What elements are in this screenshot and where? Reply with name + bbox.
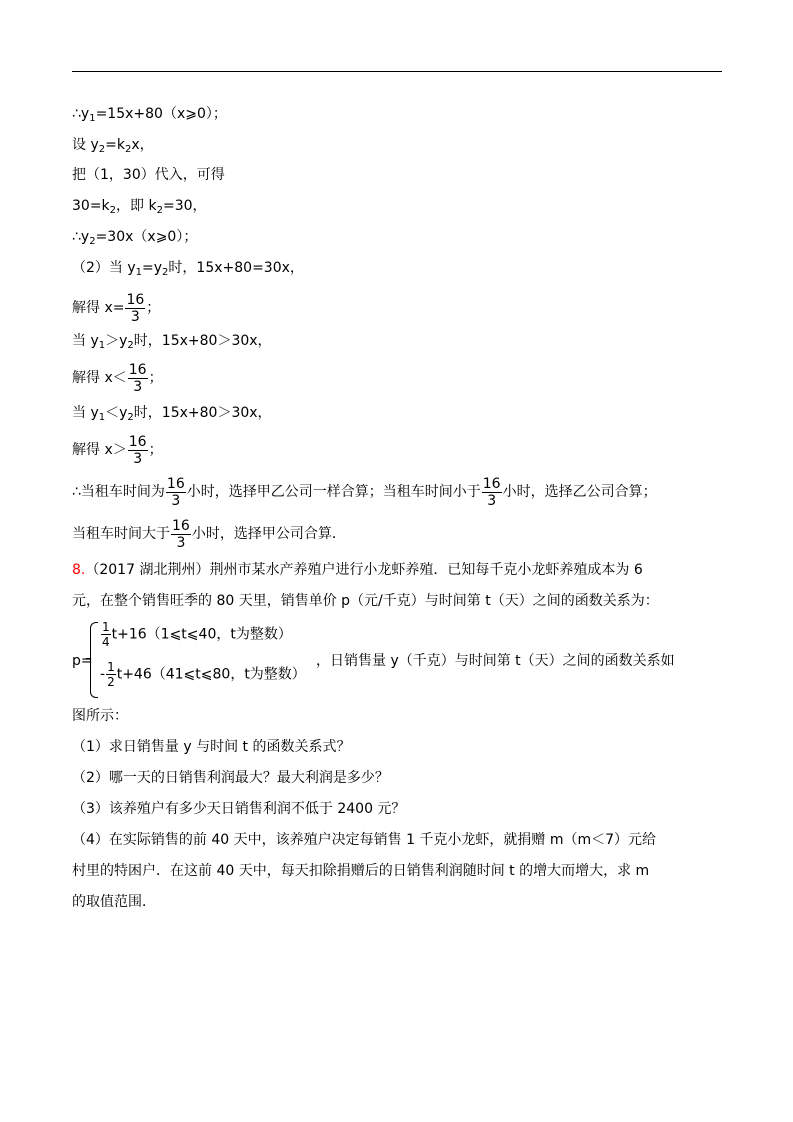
question-2: （2）哪一天的日销售利润最大？最大利润是多少？	[72, 770, 389, 786]
question-3: （3）该养殖户有多少天日销售利润不低于 2400 元？	[72, 801, 406, 817]
solution-line-8: 当 $y_1>y_2$时，15x+80＞30x，	[72, 333, 272, 351]
question-4-line-1: （4）在实际销售的前 40 天中，该养殖户决定每销售 1 千克小龙虾，就捐赠 m（m＜7）元给	[72, 832, 657, 848]
fraction-16-3: $\frac{16}{3}$	[166, 475, 185, 509]
solution-line-13: 当租车时间大于 $\frac{16}{3}$ 小时，选择甲公司合算．	[72, 517, 346, 551]
piecewise-case-1: $\frac{1}{4}$ t+16（1⩽t⩽40，t为整数）	[102, 620, 292, 649]
left-brace-notch	[86, 658, 91, 659]
header-rule	[72, 71, 722, 72]
fraction-16-3: $\frac{16}{3}$	[482, 475, 501, 509]
solution-line-9: 解得 x＜ $\frac{16}{3}$ ；	[72, 361, 163, 395]
problem-number: 8.	[72, 562, 86, 578]
solution-line-1: $\therefore y_1=15x+80(x⩾0)$；	[72, 106, 227, 124]
question-4-line-3: 的取值范围．	[72, 894, 156, 910]
fraction-16-3: $\frac{16}{3}$	[128, 433, 147, 467]
piecewise-case-2: - $\frac{1}{2}$ t+46（41⩽t⩽80，t为整数）	[100, 660, 306, 689]
solution-line-12: ∴当租车时间为 $\frac{16}{3}$ 小时，选择甲乙公司一样合算；当租车时间小于 $\frac{16}{3}$ 小时，选择乙公司合算；	[72, 475, 657, 509]
solution-line-11: 解得 x＞ $\frac{16}{3}$ ；	[72, 433, 163, 467]
question-4-line-2: 村里的特困户．在这前 40 天中，每天扣除捐赠后的日销售利润随时间 t 的增大而增大，求 m	[72, 863, 650, 879]
solution-line-10: 当 $y_1<y_2$时，15x+80＞30x，	[72, 405, 272, 423]
solution-line-3: 把（1，30）代入，可得	[72, 167, 225, 183]
solution-line-2: 设 $y_2=k_2x$，	[72, 137, 154, 155]
question-1: （1）求日销售量 y 与时间 t 的函数关系式？	[72, 739, 351, 755]
fraction-16-3: $\frac{16}{3}$	[126, 291, 145, 325]
problem-line-4: 图所示：	[72, 708, 128, 724]
solution-line-7: 解得 x= $\frac{16}{3}$ ；	[72, 291, 161, 325]
fraction-16-3: $\frac{16}{3}$	[172, 517, 190, 551]
solution-line-5: $\therefore y_2=30x(x⩾0)$；	[72, 229, 198, 247]
left-brace	[90, 622, 98, 698]
solution-line-6: （2）当 $y_1=y_2$时，15x+80=30x，	[72, 260, 304, 278]
fraction-16-3: $\frac{16}{3}$	[128, 361, 147, 395]
solution-line-4: $30=k_2$，即 $k_2=30$，	[72, 198, 207, 216]
piecewise-label: p=	[72, 653, 93, 669]
problem-line-1: 8.（2017 湖北荆州）荆州市某水产养殖户进行小龙虾养殖．已知每千克小龙虾养殖成本为 6	[72, 562, 643, 578]
problem-line-2: 元，在整个销售旺季的 80 天里，销售单价 p（元/千克）与时间第 t（天）之间的函数关系为：	[72, 593, 659, 609]
after-piecewise-text: ，日销售量 y（千克）与时间第 t（天）之间的函数关系如	[316, 653, 675, 669]
